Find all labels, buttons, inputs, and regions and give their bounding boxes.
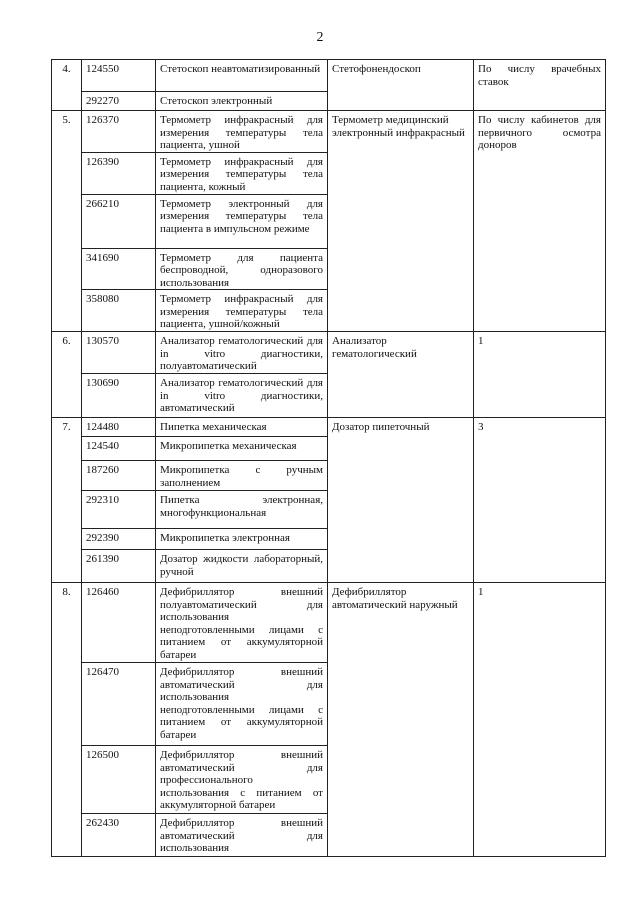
- equipment-table: [51, 59, 606, 857]
- item-code: 126460: [82, 583, 156, 663]
- item-name: Стетоскоп неавтоматизированный: [156, 60, 328, 92]
- equipment-group: Дозатор пипеточный: [328, 418, 474, 583]
- item-name: Анализатор гематологический для in vitro диагностики, полуавтоматический: [156, 332, 328, 374]
- item-code: 124480: [82, 418, 156, 437]
- item-name: Термометр инфракрасный для измерения температуры тела пациента, кожный: [156, 152, 328, 194]
- equipment-quantity: 1: [474, 332, 606, 418]
- equipment-quantity: 1: [474, 583, 606, 857]
- item-code: 130690: [82, 374, 156, 418]
- item-name: Дефибриллятор внешний полуавтоматический для использования неподготовленными лицами с питанием от аккумуляторной батареи: [156, 583, 328, 663]
- item-code: 292390: [82, 529, 156, 550]
- item-name: Дефибриллятор внешний автоматический для профессионального использования с питанием от аккумуляторной батареи: [156, 746, 328, 814]
- item-code: 126390: [82, 152, 156, 194]
- item-code: 124540: [82, 437, 156, 461]
- item-name: Микропипетка электронная: [156, 529, 328, 550]
- item-code: 358080: [82, 290, 156, 332]
- page-number: 2: [316, 30, 324, 45]
- item-name: Пипетка электронная, многофункциональная: [156, 491, 328, 529]
- item-code: 130570: [82, 332, 156, 374]
- equipment-quantity: По числу врачебных ставок: [474, 60, 606, 111]
- table-row: [52, 60, 606, 92]
- item-name: Дефибриллятор внешний автоматический для использования неподготовленными лицами с питанием от аккумуляторной батареи: [156, 663, 328, 746]
- item-name: Микропипетка механическая: [156, 437, 328, 461]
- equipment-group: Дефибриллятор автоматический наружный: [328, 583, 474, 857]
- item-code: 261390: [82, 550, 156, 583]
- table-row: [52, 583, 606, 663]
- row-number: 4.: [52, 60, 82, 111]
- row-number: 7.: [52, 418, 82, 583]
- table-row: [52, 332, 606, 374]
- item-code: 262430: [82, 814, 156, 857]
- item-name: Микропипетка с ручным заполнением: [156, 461, 328, 491]
- table-row: [52, 418, 606, 437]
- equipment-group: Стетофонендоскоп: [328, 60, 474, 111]
- equipment-quantity: 3: [474, 418, 606, 583]
- item-name: Дозатор жидкости лабораторный, ручной: [156, 550, 328, 583]
- item-name: Термометр для пациента беспроводной, одноразового использования: [156, 248, 328, 290]
- item-name: Дефибриллятор внешний автоматический для использования: [156, 814, 328, 857]
- item-name: Термометр инфракрасный для измерения температуры тела пациента, ушной: [156, 111, 328, 153]
- item-code: 126470: [82, 663, 156, 746]
- item-code: 292270: [82, 92, 156, 111]
- equipment-quantity: По числу кабинетов для первичного осмотра доноров: [474, 111, 606, 332]
- row-number: 5.: [52, 111, 82, 332]
- equipment-group: Термометр медицинский электронный инфракрасный: [328, 111, 474, 332]
- row-number: 6.: [52, 332, 82, 418]
- item-name: Анализатор гематологический для in vitro диагностики, автоматический: [156, 374, 328, 418]
- item-code: 126500: [82, 746, 156, 814]
- item-name: Стетоскоп электронный: [156, 92, 328, 111]
- equipment-table-body: [52, 60, 606, 857]
- item-code: 187260: [82, 461, 156, 491]
- item-name: Термометр инфракрасный для измерения температуры тела пациента, ушной/кожный: [156, 290, 328, 332]
- item-code: 341690: [82, 248, 156, 290]
- row-number: 8.: [52, 583, 82, 857]
- item-code: 266210: [82, 194, 156, 248]
- item-code: 292310: [82, 491, 156, 529]
- item-code: 124550: [82, 60, 156, 92]
- item-code: 126370: [82, 111, 156, 153]
- item-name: Пипетка механическая: [156, 418, 328, 437]
- item-name: Термометр электронный для измерения температуры тела пациента в импульсном режиме: [156, 194, 328, 248]
- table-row: [52, 111, 606, 153]
- equipment-group: Анализатор гематологический: [328, 332, 474, 418]
